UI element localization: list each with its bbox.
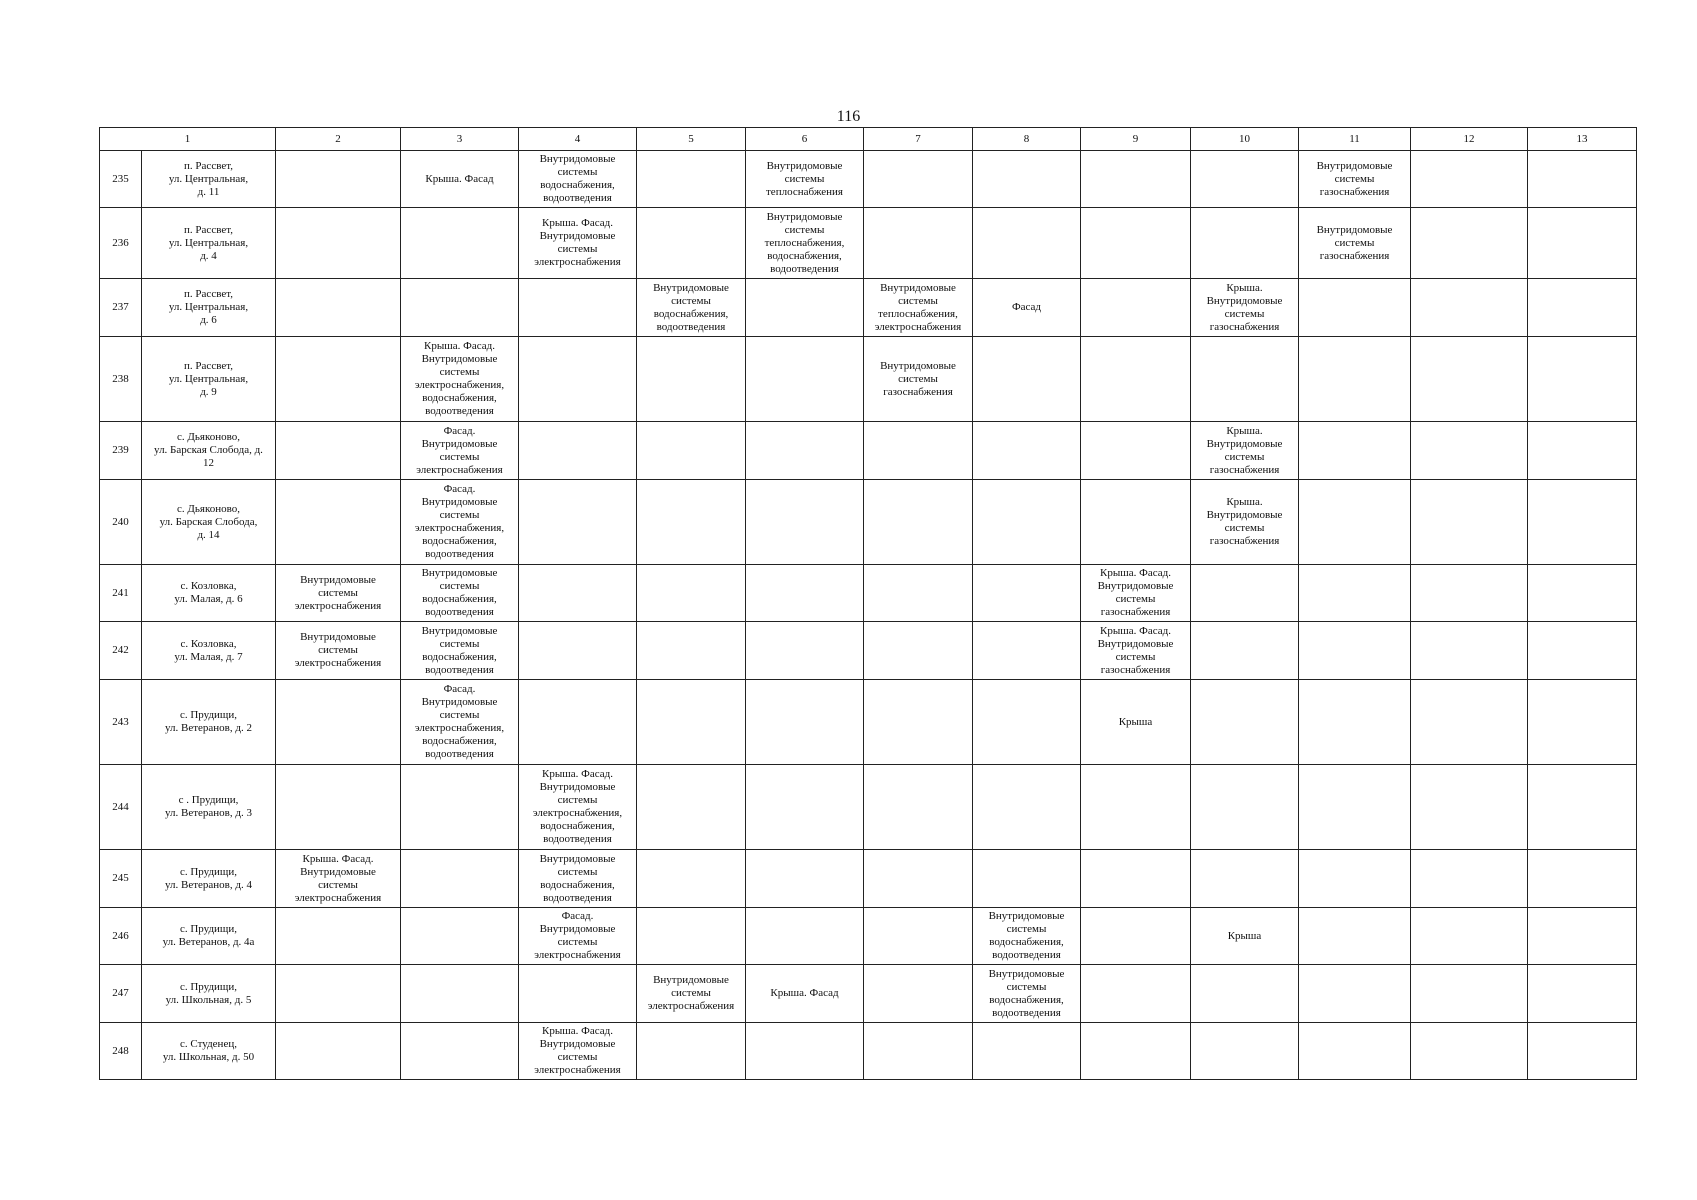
table-body — [100, 151, 1637, 1080]
work-cell-col-7 — [864, 622, 973, 680]
address-cell: с. Студенец, ул. Школьная, д. 50 — [142, 1023, 276, 1080]
work-cell-col-4 — [519, 565, 637, 622]
work-cell-col-2 — [276, 1023, 401, 1080]
column-header: 9 — [1081, 128, 1191, 151]
work-cell-col-12 — [1411, 480, 1528, 565]
work-cell-col-4 — [519, 422, 637, 480]
address-cell: с. Козловка, ул. Малая, д. 6 — [142, 565, 276, 622]
work-cell-col-11 — [1299, 279, 1411, 337]
work-cell-col-6 — [746, 622, 864, 680]
work-cell-col-4: Крыша. Фасад. Внутридомовые системы электроснабжения, водоснабжения, водоотведения — [519, 765, 637, 850]
work-cell-col-11 — [1299, 480, 1411, 565]
work-cell-col-13 — [1528, 208, 1637, 279]
work-cell-col-11 — [1299, 680, 1411, 765]
row-number: 244 — [100, 765, 142, 850]
work-cell-col-6 — [746, 850, 864, 908]
work-cell-col-7: Внутридомовые системы теплоснабжения, электроснабжения — [864, 279, 973, 337]
column-header: 10 — [1191, 128, 1299, 151]
work-cell-col-4: Внутридомовые системы водоснабжения, водоотведения — [519, 151, 637, 208]
work-cell-col-3 — [401, 279, 519, 337]
work-cell-col-13 — [1528, 279, 1637, 337]
column-header: 12 — [1411, 128, 1528, 151]
address-cell: с. Дьяконово, ул. Барская Слобода, д. 14 — [142, 480, 276, 565]
work-cell-col-10: Крыша. Внутридомовые системы газоснабжения — [1191, 422, 1299, 480]
work-cell-col-12 — [1411, 337, 1528, 422]
work-cell-col-9 — [1081, 151, 1191, 208]
work-cell-col-10 — [1191, 622, 1299, 680]
work-cell-col-6: Крыша. Фасад — [746, 965, 864, 1023]
work-cell-col-5 — [637, 422, 746, 480]
work-cell-col-10 — [1191, 151, 1299, 208]
work-cell-col-9 — [1081, 965, 1191, 1023]
work-cell-col-7 — [864, 480, 973, 565]
work-cell-col-3 — [401, 965, 519, 1023]
work-cell-col-3: Фасад. Внутридомовые системы электроснабжения, водоснабжения, водоотведения — [401, 480, 519, 565]
work-cell-col-5: Внутридомовые системы электроснабжения — [637, 965, 746, 1023]
column-header: 11 — [1299, 128, 1411, 151]
work-cell-col-12 — [1411, 1023, 1528, 1080]
work-cell-col-7 — [864, 565, 973, 622]
table-row — [100, 680, 1637, 765]
work-cell-col-3: Фасад. Внутридомовые системы электроснабжения — [401, 422, 519, 480]
work-cell-col-5 — [637, 765, 746, 850]
address-cell: п. Рассвет, ул. Центральная, д. 11 — [142, 151, 276, 208]
row-number: 241 — [100, 565, 142, 622]
work-cell-col-8 — [973, 1023, 1081, 1080]
table-row — [100, 337, 1637, 422]
work-cell-col-9: Крыша — [1081, 680, 1191, 765]
work-cell-col-10 — [1191, 337, 1299, 422]
work-cell-col-5 — [637, 151, 746, 208]
work-cell-col-10: Крыша. Внутридомовые системы газоснабжения — [1191, 480, 1299, 565]
row-number: 235 — [100, 151, 142, 208]
column-header: 4 — [519, 128, 637, 151]
work-cell-col-13 — [1528, 565, 1637, 622]
column-header: 3 — [401, 128, 519, 151]
row-number: 239 — [100, 422, 142, 480]
table-row — [100, 850, 1637, 908]
work-cell-col-11 — [1299, 965, 1411, 1023]
work-cell-col-6: Внутридомовые системы теплоснабжения — [746, 151, 864, 208]
work-cell-col-5 — [637, 622, 746, 680]
work-cell-col-6 — [746, 279, 864, 337]
work-cell-col-11 — [1299, 850, 1411, 908]
work-cell-col-10 — [1191, 1023, 1299, 1080]
work-cell-col-12 — [1411, 765, 1528, 850]
work-cell-col-5 — [637, 908, 746, 965]
work-cell-col-7 — [864, 151, 973, 208]
work-cell-col-8 — [973, 622, 1081, 680]
work-cell-col-2 — [276, 908, 401, 965]
work-cell-col-11 — [1299, 1023, 1411, 1080]
work-cell-col-10 — [1191, 965, 1299, 1023]
table-row — [100, 480, 1637, 565]
work-cell-col-12 — [1411, 422, 1528, 480]
row-number: 245 — [100, 850, 142, 908]
work-cell-col-10: Крыша. Внутридомовые системы газоснабжения — [1191, 279, 1299, 337]
work-cell-col-9 — [1081, 208, 1191, 279]
work-cell-col-8 — [973, 208, 1081, 279]
address-cell: п. Рассвет, ул. Центральная, д. 9 — [142, 337, 276, 422]
row-number: 238 — [100, 337, 142, 422]
work-cell-col-5 — [637, 1023, 746, 1080]
table-row — [100, 422, 1637, 480]
column-header: 5 — [637, 128, 746, 151]
work-cell-col-13 — [1528, 680, 1637, 765]
work-cell-col-2: Внутридомовые системы электроснабжения — [276, 565, 401, 622]
column-header: 6 — [746, 128, 864, 151]
table-row — [100, 565, 1637, 622]
work-cell-col-13 — [1528, 622, 1637, 680]
work-cell-col-3 — [401, 850, 519, 908]
work-cell-col-12 — [1411, 908, 1528, 965]
work-cell-col-2 — [276, 765, 401, 850]
work-cell-col-8: Внутридомовые системы водоснабжения, водоотведения — [973, 908, 1081, 965]
address-cell: с . Прудищи, ул. Ветеранов, д. 3 — [142, 765, 276, 850]
work-cell-col-4 — [519, 480, 637, 565]
work-cell-col-9 — [1081, 337, 1191, 422]
table-row — [100, 765, 1637, 850]
work-cell-col-10: Крыша — [1191, 908, 1299, 965]
work-cell-col-2 — [276, 151, 401, 208]
work-cell-col-6 — [746, 565, 864, 622]
work-cell-col-8 — [973, 480, 1081, 565]
work-cell-col-13 — [1528, 480, 1637, 565]
work-cell-col-2 — [276, 480, 401, 565]
work-cell-col-4: Крыша. Фасад. Внутридомовые системы электроснабжения — [519, 208, 637, 279]
work-cell-col-6 — [746, 908, 864, 965]
work-cell-col-7 — [864, 680, 973, 765]
work-cell-col-9 — [1081, 850, 1191, 908]
work-cell-col-2 — [276, 422, 401, 480]
work-cell-col-2: Крыша. Фасад. Внутридомовые системы электроснабжения — [276, 850, 401, 908]
work-cell-col-2 — [276, 965, 401, 1023]
work-cell-col-9: Крыша. Фасад. Внутридомовые системы газоснабжения — [1081, 565, 1191, 622]
work-cell-col-6 — [746, 422, 864, 480]
work-cell-col-9: Крыша. Фасад. Внутридомовые системы газоснабжения — [1081, 622, 1191, 680]
work-cell-col-8 — [973, 337, 1081, 422]
address-cell: с. Прудищи, ул. Ветеранов, д. 4 — [142, 850, 276, 908]
work-cell-col-7 — [864, 1023, 973, 1080]
address-cell: с. Прудищи, ул. Ветеранов, д. 2 — [142, 680, 276, 765]
column-header: 1 — [100, 128, 276, 151]
address-cell: п. Рассвет, ул. Центральная, д. 6 — [142, 279, 276, 337]
work-cell-col-5 — [637, 565, 746, 622]
work-cell-col-5 — [637, 480, 746, 565]
table-row — [100, 279, 1637, 337]
work-cell-col-4 — [519, 279, 637, 337]
table-row — [100, 908, 1637, 965]
page-number: 116 — [836, 108, 861, 125]
work-cell-col-7 — [864, 965, 973, 1023]
work-cell-col-4 — [519, 622, 637, 680]
table-row — [100, 965, 1637, 1023]
work-cell-col-4 — [519, 965, 637, 1023]
work-cell-col-13 — [1528, 908, 1637, 965]
work-cell-col-3: Крыша. Фасад — [401, 151, 519, 208]
work-cell-col-3: Внутридомовые системы водоснабжения, водоотведения — [401, 622, 519, 680]
work-cell-col-3 — [401, 208, 519, 279]
work-cell-col-13 — [1528, 850, 1637, 908]
work-cell-col-5: Внутридомовые системы водоснабжения, водоотведения — [637, 279, 746, 337]
work-cell-col-10 — [1191, 208, 1299, 279]
work-cell-col-3: Крыша. Фасад. Внутридомовые системы электроснабжения, водоснабжения, водоотведения — [401, 337, 519, 422]
work-cell-col-2 — [276, 208, 401, 279]
work-cell-col-11: Внутридомовые системы газоснабжения — [1299, 208, 1411, 279]
work-cell-col-12 — [1411, 279, 1528, 337]
work-cell-col-11 — [1299, 337, 1411, 422]
work-cell-col-2: Внутридомовые системы электроснабжения — [276, 622, 401, 680]
work-cell-col-12 — [1411, 680, 1528, 765]
row-number: 242 — [100, 622, 142, 680]
work-cell-col-7 — [864, 850, 973, 908]
work-cell-col-11: Внутридомовые системы газоснабжения — [1299, 151, 1411, 208]
work-cell-col-12 — [1411, 622, 1528, 680]
work-cell-col-9 — [1081, 422, 1191, 480]
work-cell-col-5 — [637, 680, 746, 765]
work-cell-col-2 — [276, 680, 401, 765]
work-cell-col-13 — [1528, 765, 1637, 850]
work-cell-col-9 — [1081, 480, 1191, 565]
work-cell-col-8: Внутридомовые системы водоснабжения, водоотведения — [973, 965, 1081, 1023]
work-cell-col-10 — [1191, 680, 1299, 765]
address-cell: с. Козловка, ул. Малая, д. 7 — [142, 622, 276, 680]
work-cell-col-3 — [401, 765, 519, 850]
work-cell-col-13 — [1528, 151, 1637, 208]
work-cell-col-13 — [1528, 965, 1637, 1023]
column-header-row — [100, 128, 1637, 151]
column-header: 2 — [276, 128, 401, 151]
repair-schedule-table — [99, 127, 1637, 1080]
address-cell: с. Прудищи, ул. Школьная, д. 5 — [142, 965, 276, 1023]
table-row — [100, 1023, 1637, 1080]
table-row — [100, 208, 1637, 279]
work-cell-col-5 — [637, 208, 746, 279]
work-cell-col-10 — [1191, 565, 1299, 622]
row-number: 237 — [100, 279, 142, 337]
table-row — [100, 622, 1637, 680]
work-cell-col-6 — [746, 480, 864, 565]
address-cell: с. Прудищи, ул. Ветеранов, д. 4а — [142, 908, 276, 965]
work-cell-col-8 — [973, 850, 1081, 908]
work-cell-col-11 — [1299, 565, 1411, 622]
work-cell-col-6 — [746, 1023, 864, 1080]
work-cell-col-13 — [1528, 337, 1637, 422]
address-cell: п. Рассвет, ул. Центральная, д. 4 — [142, 208, 276, 279]
work-cell-col-3: Фасад. Внутридомовые системы электроснабжения, водоснабжения, водоотведения — [401, 680, 519, 765]
table-row — [100, 151, 1637, 208]
work-cell-col-5 — [637, 337, 746, 422]
work-cell-col-13 — [1528, 422, 1637, 480]
address-cell: с. Дьяконово, ул. Барская Слобода, д. 12 — [142, 422, 276, 480]
work-cell-col-4: Крыша. Фасад. Внутридомовые системы электроснабжения — [519, 1023, 637, 1080]
work-cell-col-8 — [973, 151, 1081, 208]
work-cell-col-6 — [746, 680, 864, 765]
work-cell-col-11 — [1299, 422, 1411, 480]
work-cell-col-9 — [1081, 279, 1191, 337]
work-cell-col-7 — [864, 765, 973, 850]
work-cell-col-8 — [973, 565, 1081, 622]
column-header: 8 — [973, 128, 1081, 151]
work-cell-col-11 — [1299, 765, 1411, 850]
row-number: 240 — [100, 480, 142, 565]
work-cell-col-9 — [1081, 765, 1191, 850]
work-cell-col-4 — [519, 680, 637, 765]
work-cell-col-10 — [1191, 765, 1299, 850]
work-cell-col-8 — [973, 765, 1081, 850]
work-cell-col-4 — [519, 337, 637, 422]
work-cell-col-4: Фасад. Внутридомовые системы электроснабжения — [519, 908, 637, 965]
work-cell-col-9 — [1081, 1023, 1191, 1080]
work-cell-col-13 — [1528, 1023, 1637, 1080]
work-cell-col-9 — [1081, 908, 1191, 965]
row-number: 247 — [100, 965, 142, 1023]
work-cell-col-5 — [637, 850, 746, 908]
work-cell-col-7 — [864, 208, 973, 279]
work-cell-col-11 — [1299, 908, 1411, 965]
work-cell-col-3 — [401, 1023, 519, 1080]
work-cell-col-8 — [973, 680, 1081, 765]
work-cell-col-7 — [864, 422, 973, 480]
work-cell-col-11 — [1299, 622, 1411, 680]
column-header: 7 — [864, 128, 973, 151]
column-header: 13 — [1528, 128, 1637, 151]
work-cell-col-2 — [276, 337, 401, 422]
row-number: 248 — [100, 1023, 142, 1080]
row-number: 236 — [100, 208, 142, 279]
work-cell-col-6 — [746, 765, 864, 850]
work-cell-col-2 — [276, 279, 401, 337]
work-cell-col-7: Внутридомовые системы газоснабжения — [864, 337, 973, 422]
work-cell-col-12 — [1411, 565, 1528, 622]
row-number: 243 — [100, 680, 142, 765]
work-cell-col-3: Внутридомовые системы водоснабжения, водоотведения — [401, 565, 519, 622]
work-cell-col-8: Фасад — [973, 279, 1081, 337]
work-cell-col-10 — [1191, 850, 1299, 908]
work-cell-col-12 — [1411, 965, 1528, 1023]
work-cell-col-12 — [1411, 151, 1528, 208]
work-cell-col-8 — [973, 422, 1081, 480]
work-cell-col-7 — [864, 908, 973, 965]
work-cell-col-3 — [401, 908, 519, 965]
work-cell-col-12 — [1411, 208, 1528, 279]
work-cell-col-6 — [746, 337, 864, 422]
work-cell-col-12 — [1411, 850, 1528, 908]
work-cell-col-4: Внутридомовые системы водоснабжения, водоотведения — [519, 850, 637, 908]
work-cell-col-6: Внутридомовые системы теплоснабжения, водоснабжения, водоотведения — [746, 208, 864, 279]
row-number: 246 — [100, 908, 142, 965]
